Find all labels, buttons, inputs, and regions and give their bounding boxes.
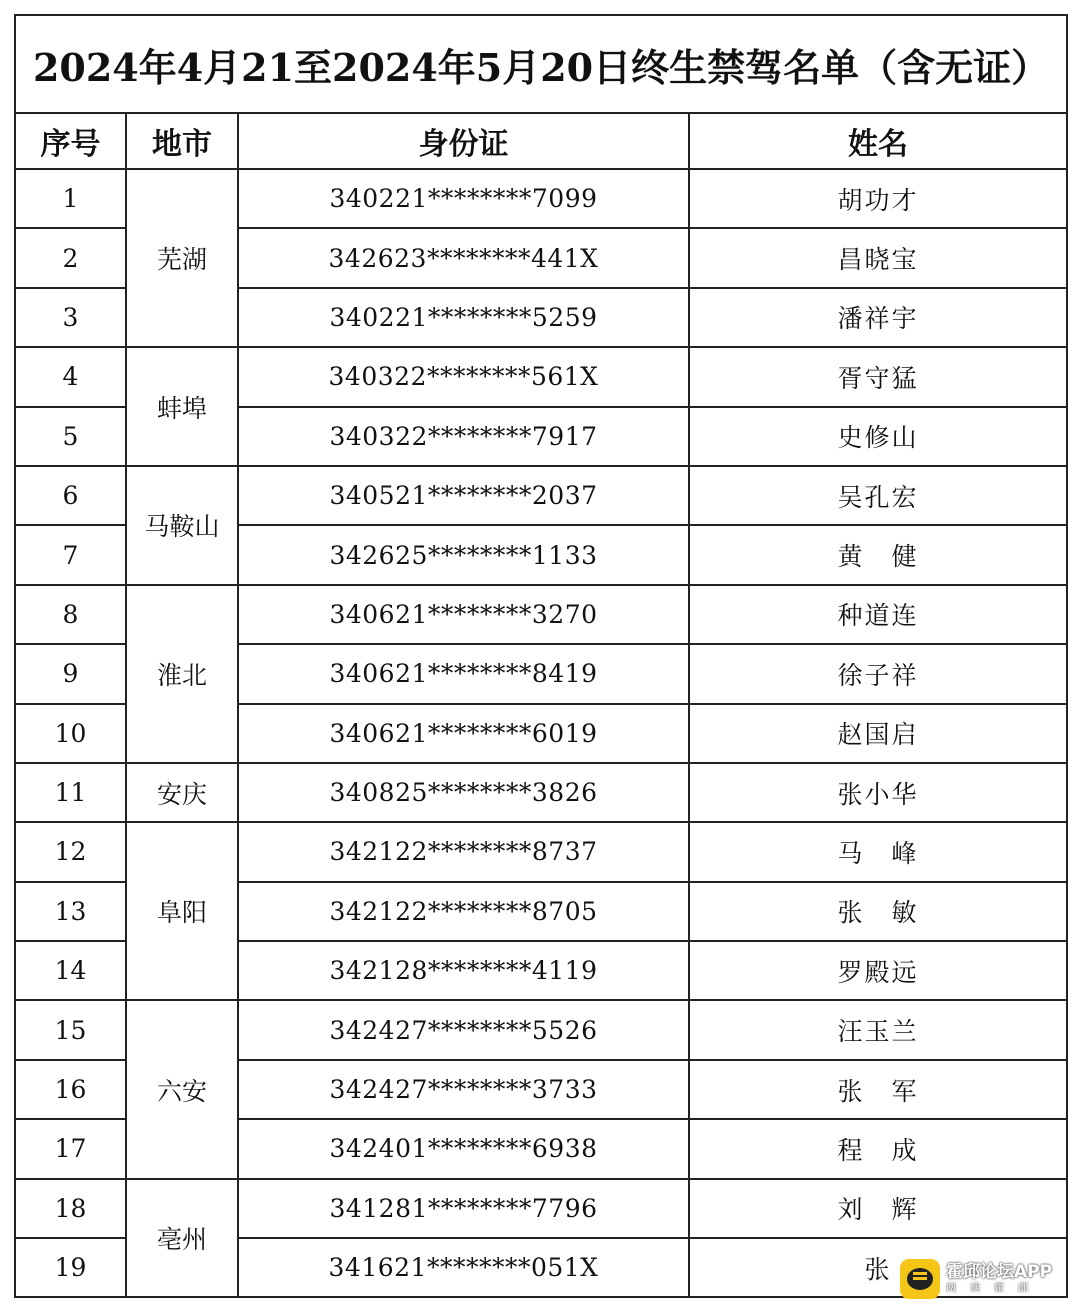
cell-name: 种道连 [689,585,1067,644]
cell-name: 史修山 [689,407,1067,466]
cell-index: 12 [15,822,126,881]
cell-id-card: 341621********051X [238,1238,689,1297]
cell-city: 蚌埠 [126,347,238,466]
cell-id-card: 342401********6938 [238,1119,689,1178]
cell-city: 淮北 [126,585,238,763]
cell-name: 昌晓宝 [689,228,1067,287]
cell-index: 10 [15,704,126,763]
cell-name: 罗殿远 [689,941,1067,1000]
cell-index: 6 [15,466,126,525]
header-id-card: 身份证 [238,113,689,169]
header-name: 姓名 [689,113,1067,169]
cell-index: 5 [15,407,126,466]
cell-name: 程 成 [689,1119,1067,1178]
cell-id-card: 340221********7099 [238,169,689,228]
table-title: 2024年4月21至2024年5月20日终生禁驾名单（含无证） [15,15,1067,113]
cell-name: 张小华 [689,763,1067,822]
cell-city: 阜阳 [126,822,238,1000]
watermark-subtext: 阅读霍邱 [946,1283,1042,1294]
cell-city: 芜湖 [126,169,238,347]
watermark [900,1254,1070,1304]
cell-name: 赵国启 [689,704,1067,763]
cell-id-card: 342122********8737 [238,822,689,881]
cell-name: 张 [689,1238,1067,1297]
cell-name: 吴孔宏 [689,466,1067,525]
cell-index: 1 [15,169,126,228]
cell-id-card: 340521********2037 [238,466,689,525]
cell-name: 徐子祥 [689,644,1067,703]
cell-name: 张 敏 [689,882,1067,941]
table-body [15,169,1067,1297]
cell-city: 安庆 [126,763,238,822]
cell-id-card: 341281********7796 [238,1179,689,1238]
cell-id-card: 340221********5259 [238,288,689,347]
cell-id-card: 342427********3733 [238,1060,689,1119]
table-row [15,169,1067,228]
ban-list-table [14,14,1068,1298]
cell-name: 刘 辉 [689,1179,1067,1238]
cell-city: 六安 [126,1000,238,1178]
cell-id-card: 342128********4119 [238,941,689,1000]
cell-city: 亳州 [126,1179,238,1298]
cell-name: 胡功才 [689,169,1067,228]
cell-city: 马鞍山 [126,466,238,585]
header-row [15,113,1067,169]
cell-name: 黄 健 [689,525,1067,584]
cell-id-card: 340621********3270 [238,585,689,644]
chat-bubble-icon [900,1259,940,1299]
cell-index: 11 [15,763,126,822]
cell-id-card: 340322********561X [238,347,689,406]
table-row [15,347,1067,406]
cell-id-card: 340825********3826 [238,763,689,822]
cell-index: 19 [15,1238,126,1297]
cell-name: 潘祥宇 [689,288,1067,347]
cell-id-card: 342427********5526 [238,1000,689,1059]
cell-id-card: 340322********7917 [238,407,689,466]
cell-index: 4 [15,347,126,406]
cell-index: 17 [15,1119,126,1178]
table-row [15,763,1067,822]
cell-index: 16 [15,1060,126,1119]
header-city: 地市 [126,113,238,169]
table-row [15,1179,1067,1238]
cell-name: 胥守猛 [689,347,1067,406]
cell-name: 汪玉兰 [689,1000,1067,1059]
cell-name: 张 军 [689,1060,1067,1119]
cell-index: 13 [15,882,126,941]
cell-index: 2 [15,228,126,287]
table-row [15,822,1067,881]
cell-index: 3 [15,288,126,347]
table-row [15,585,1067,644]
cell-index: 14 [15,941,126,1000]
cell-index: 9 [15,644,126,703]
table-row [15,1000,1067,1059]
cell-id-card: 340621********6019 [238,704,689,763]
cell-id-card: 342625********1133 [238,525,689,584]
cell-index: 8 [15,585,126,644]
cell-index: 15 [15,1000,126,1059]
cell-id-card: 342623********441X [238,228,689,287]
cell-index: 18 [15,1179,126,1238]
watermark-text: 霍邱论坛APP [946,1262,1053,1282]
cell-id-card: 340621********8419 [238,644,689,703]
table-row [15,466,1067,525]
cell-index: 7 [15,525,126,584]
header-index: 序号 [15,113,126,169]
document-sheet [14,14,1066,1298]
cell-id-card: 342122********8705 [238,882,689,941]
cell-name: 马 峰 [689,822,1067,881]
